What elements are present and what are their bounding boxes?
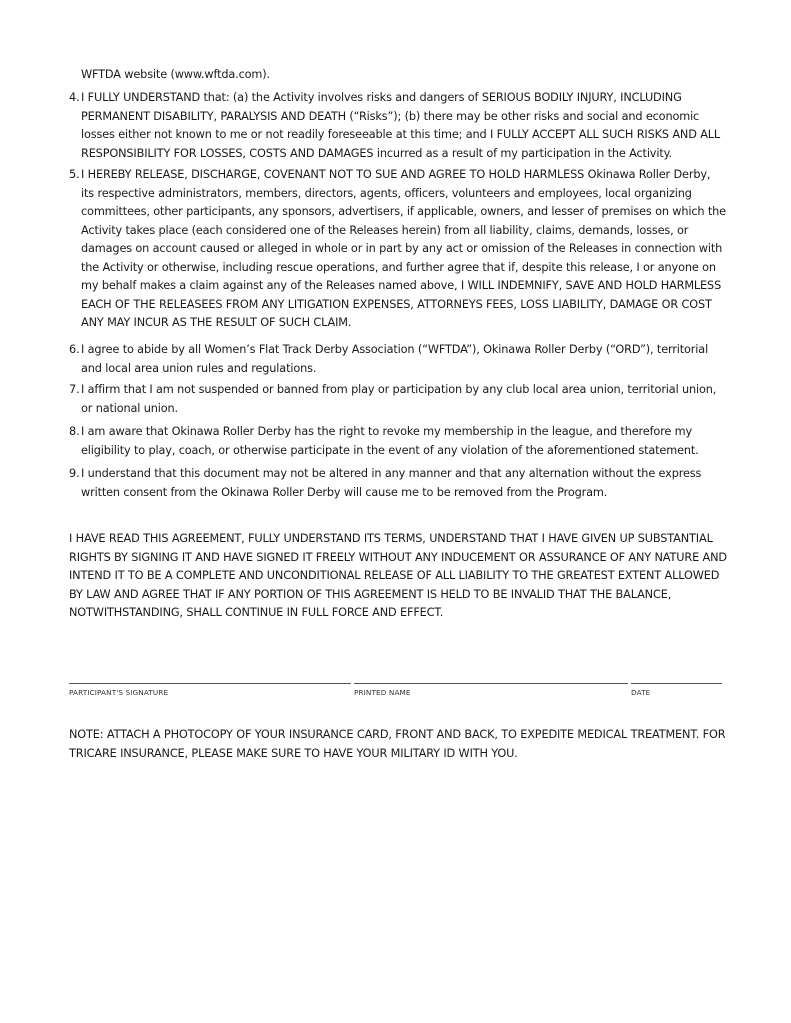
item-6-number: 6. — [69, 343, 80, 356]
item-7-number: 7. — [69, 383, 80, 396]
insurance-note: NOTE: ATTACH A PHOTOCOPY OF YOUR INSURANCE CARD, FRONT AND BACK, TO EXPEDITE MEDICAL TREATMENT. FOR TRICARE INSURANCE, PLEASE MAKE SURE TO HAVE YOUR MILITARY ID WITH YOU. — [69, 728, 726, 760]
item-5-number: 5. — [69, 168, 80, 181]
item-9-text: I understand that this document may not be altered in any manner and that any alternation without the express written consent from the Okinawa Roller Derby will cause me to be removed from the Program. — [81, 467, 702, 499]
item-9-number: 9. — [69, 467, 80, 480]
printed-name-label: PRINTED NAME — [354, 688, 411, 697]
item-5-text: I HEREBY RELEASE, DISCHARGE, COVENANT NOT TO SUE AND AGREE TO HOLD HARMLESS Okinawa Roller Derby, its respective administrators, members, directors, agents, officers, volunteers and employees, local organizing committees, other participants, any sponsors, advertisers, if applicable, owners, and lesser of premises on which the Activity takes place (each considered one of the Releases herein) from all liability, claims, demands, losses, or damages on account caused or alleged in whole or in part by any act or omission of the Releases in connection with the Activity or otherwise, including rescue operations, and further agree that if, despite this release, I or anyone on my behalf makes a claim against any of the Releases named above, I WILL INDEMNIFY, SAVE AND HOLD HARMLESS EACH OF THE RELEASEES FROM ANY LITIGATION EXPENSES, ATTORNEYS FEES, LOSS LIABILITY, DAMAGE OR COST ANY MAY INCUR AS THE RESULT OF SUCH CLAIM. — [81, 168, 726, 329]
participant-signature-line[interactable] — [69, 683, 351, 684]
item-4-text: I FULLY UNDERSTAND that: (a) the Activity involves risks and dangers of SERIOUS BODILY INJURY, INCLUDING PERMANENT DISABILITY, PARALYSIS AND DEATH (“Risks”); (b) there may be other risks and social and economic losses either not known to me or not readily foreseeable at this time; and I FULLY ACCEPT ALL SUCH RISKS AND ALL RESPONSIBILITY FOR LOSSES, COSTS AND DAMAGES incurred as a result of my participation in the Activity. — [81, 91, 721, 160]
printed-name-line[interactable] — [354, 683, 628, 684]
item-6-text: I agree to abide by all Women’s Flat Track Derby Association (“WFTDA”), Okinawa Roller Derby (“ORD”), territorial and local area union rules and regulations. — [81, 343, 709, 375]
item-8-number: 8. — [69, 425, 80, 438]
item-7-text: I affirm that I am not suspended or banned from play or participation by any club local area union, territorial union, or national union. — [81, 383, 717, 415]
continuation-text: WFTDA website (www.wftda.com). — [81, 68, 270, 81]
date-line[interactable] — [631, 683, 722, 684]
date-label: DATE — [631, 688, 651, 697]
item-8-text: I am aware that Okinawa Roller Derby has the right to revoke my membership in the league, and therefore my eligibility to play, coach, or otherwise participate in the event of any violation of the aforementioned statement. — [81, 425, 699, 457]
participant-signature-label: PARTICIPANT'S SIGNATURE — [69, 688, 169, 697]
item-4-number: 4. — [69, 91, 80, 104]
acknowledgement-paragraph: I HAVE READ THIS AGREEMENT, FULLY UNDERSTAND ITS TERMS, UNDERSTAND THAT I HAVE GIVEN UP SUBSTANTIAL RIGHTS BY SIGNING IT AND HAVE SIGNED IT FREELY WITHOUT ANY INDUCEMENT OR ASSURANCE OF ANY NATURE AND INTEND IT TO BE A COMPLETE AND UNCONDITIONAL RELEASE OF ALL LIABILITY TO THE GREATEST EXTENT ALLOWED BY LAW AND AGREE THAT IF ANY PORTION OF THIS AGREEMENT IS HELD TO BE INVALID THAT THE BALANCE, NOTWITHSTANDING, SHALL CONTINUE IN FULL FORCE AND EFFECT. — [69, 532, 727, 619]
